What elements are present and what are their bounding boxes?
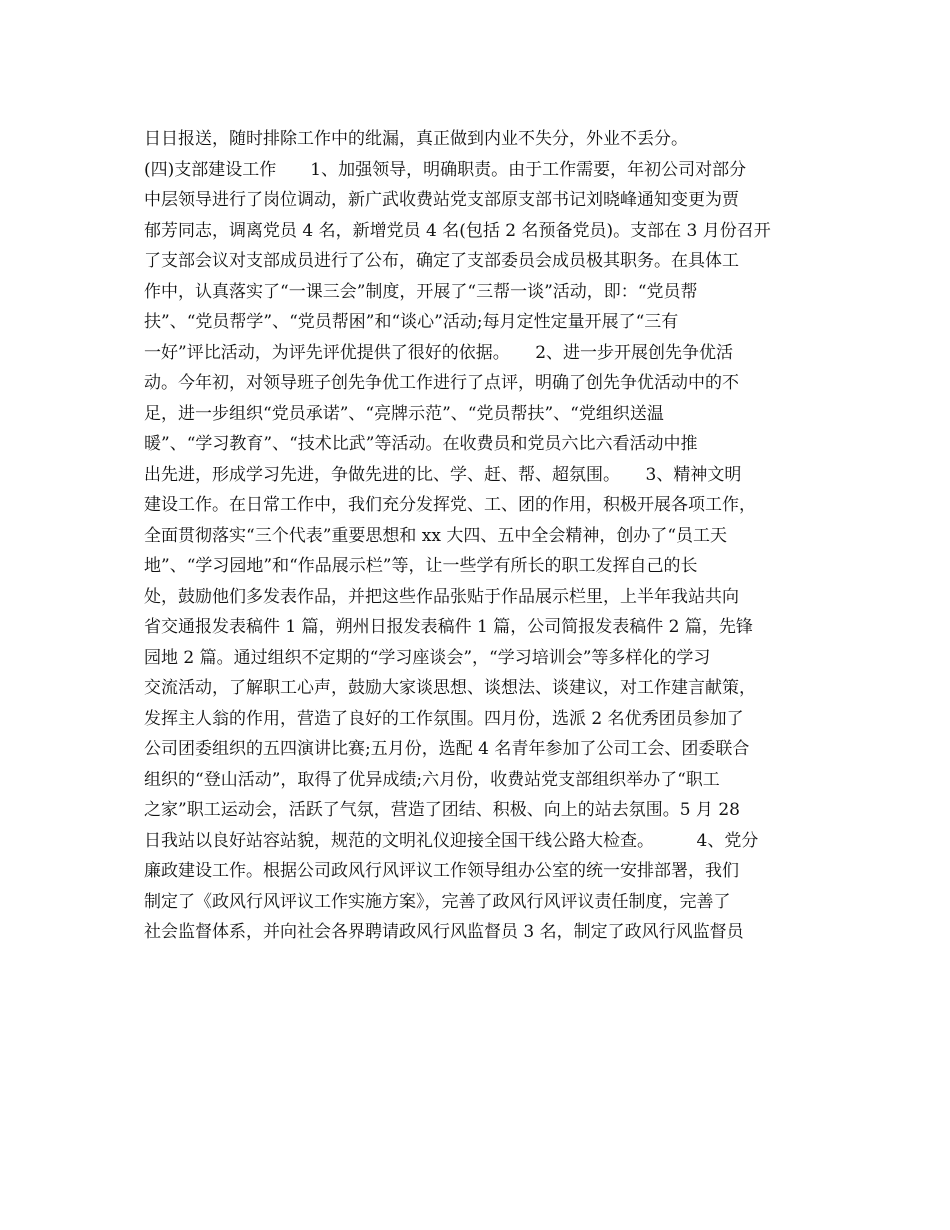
text-line: 省交通报发表稿件 1 篇，朔州日报发表稿件 1 篇，公司简报发表稿件 2 篇，先锋 [144, 617, 753, 637]
text-line: 日我站以良好站容站貌，规范的文明礼仪迎接全国干线公路大检查。 4、党分 [144, 830, 759, 851]
text-line: 地”、“学习园地”和“作品展示栏”等，让一些学有所长的职工发挥自己的长 [144, 556, 698, 576]
text-line: 足，进一步组织“党员承诺”、“亮牌示范”、“党员帮扶”、“党组织送温 [144, 403, 664, 424]
text-line: 组织的“登山活动”，取得了优异成绩;六月份，收费站党支部组织举办了“职工 [144, 769, 720, 790]
text-line: 社会监督体系，并向社会各界聘请政风行风监督员 3 名，制定了政风行风监督员 [144, 922, 744, 942]
text-line: 出先进，形成学习先进，争做先进的比、学、赶、帮、超氛围。 3、精神文明 [144, 464, 742, 485]
text-line: 扶”、“党员帮学”、“党员帮困”和“谈心”活动;每月定性定量开展了“三有 [144, 312, 679, 332]
text-line: 作中，认真落实了“一课三会”制度，开展了“三帮一谈”活动，即：“党员帮 [144, 281, 698, 302]
text-line: 了支部会议对支部成员进行了公布，确定了支部委员会成员极其职务。在具体工 [144, 251, 739, 271]
text-line: 公司团委组织的五四演讲比赛;五月份，选配 4 名青年参加了公司工会、团委联合 [144, 739, 750, 759]
text-line: 郁芳同志，调离党员 4 名，新增党员 4 名(包括 2 名预备党员)。支部在 3 月份召开 [144, 220, 771, 241]
text-line: 交流活动，了解职工心声，鼓励大家谈思想、谈想法、谈建议，对工作建言献策， [144, 678, 756, 698]
document-body [144, 124, 814, 948]
text-line: 动。今年初，对领导班子创先争优工作进行了点评，明确了创先争优活动中的不 [144, 373, 739, 393]
text-line: 之家”职工运动会，活跃了气氛，营造了团结、积极、向上的站去氛围。5 月 28 [144, 800, 740, 820]
text-line: 中层领导进行了岗位调动，新广武收费站党支部原支部书记刘晓峰通知变更为贾 [144, 190, 739, 210]
text-line: 建设工作。在日常工作中，我们充分发挥党、工、团的作用，积极开展各项工作， [144, 495, 756, 515]
text-line: (四)支部建设工作 1、加强领导，明确职责。由于工作需要，年初公司对部分 [144, 159, 747, 180]
text-line: 暖”、“学习教育”、“技术比武”等活动。在收费员和党员六比六看活动中推 [144, 434, 698, 454]
text-line: 处，鼓励他们多发表作品，并把这些作品张贴于作品展示栏里，上半年我站共向 [144, 586, 739, 607]
text-line: 一好”评比活动，为评先评优提供了很好的依据。 2、进一步开展创先争优活 [144, 342, 734, 363]
text-line: 廉政建设工作。根据公司政风行风评议工作领导组办公室的统一安排部署，我们 [144, 861, 739, 881]
text-line: 日日报送，随时排除工作中的纰漏，真正做到内业不失分，外业不丢分。 [144, 129, 688, 149]
text-line: 园地 2 篇。通过组织不定期的“学习座谈会”，“学习培训会”等多样化的学习 [144, 647, 711, 668]
text-line: 制定了《政风行风评议工作实施方案》，完善了政风行风评议责任制度，完善了 [144, 891, 731, 912]
text-line: 发挥主人翁的作用，营造了良好的工作氛围。四月份，选派 2 名优秀团员参加了 [144, 708, 744, 729]
text-line: 全面贯彻落实“三个代表”重要思想和 xx 大四、五中全会精神，创办了“员工天 [144, 525, 728, 546]
